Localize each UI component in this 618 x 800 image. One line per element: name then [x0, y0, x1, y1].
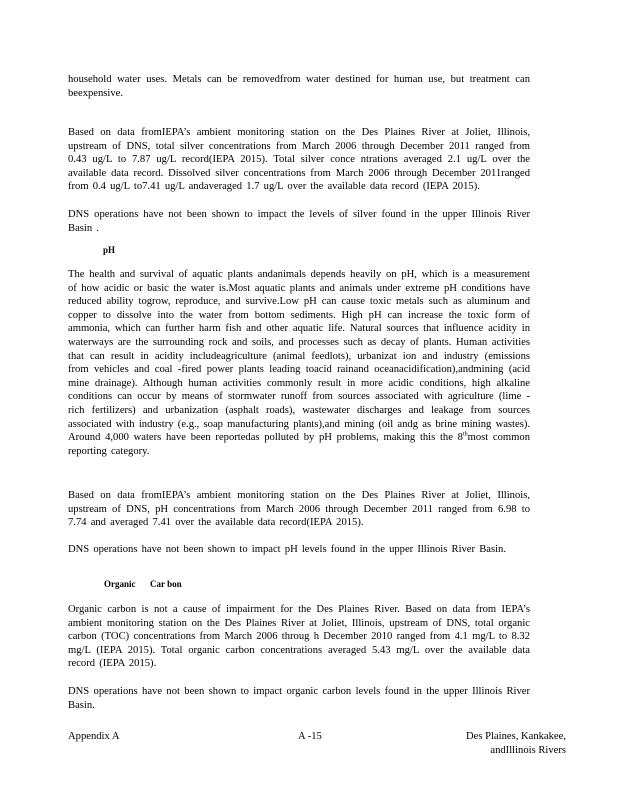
organic-carbon-heading-part2: Car bon: [150, 579, 182, 589]
footer-left: Appendix A: [68, 731, 120, 742]
ph-intro-text: The health and survival of aquatic plants andanimals depends heavily on pH, which is a measurement of how acidic or basic the water is.Most aquatic plants and animals under extreme pH conditions have reduced ability togrow, reproduce, and survive.Low pH can cause toxic metals such as aluminum and copper to dissolve into the water from bottom sediments. High pH can increase the toxic form of ammonia, which can further harm fish and other aquatic life. Natural sources that influence acidity in waterways are the surrounding rock and soils, and processes such as decay of plants. Human activities that can result in acidity includeagriculture (animal feedlots), urbanizat ion and industry (emissions from vehicles and coal -fired power plants leading toacid rainand oceanacidification),andmining (acid mine drainage). Although human activities commonly result in more acidic conditions, high alkaline conditions can occur by means of stormwater runoff from sources associated with agriculture (lime -rich fertilizers) and urbanization (asphalt roads), wastewater discharges and leakage from sources associated with industry (e.g., soap manufacturing plants),and mining (oil andg as brine mining wastes). Around 4,000 waters have been reportedas polluted by pH problems, making this the 8: [68, 269, 530, 444]
silver-data-paragraph: Based on data fromIEPA’s ambient monitoring station on the Des Plaines River at Joliet, Illinois, upstream of DNS, total silver concentrations from March 2006 through December 2011 ranged from 0.43 ug/L to 7.87 ug/L record(IEPA 2015). Total silver conce ntrations averaged 2.1 ug/L over the available data record. Dissolved silver concentrations from March 2006 through December 2011ranged from 0.4 ug/L to7.41 ug/L andaveraged 1.7 ug/L over the available data record (IEPA 2015).: [68, 127, 530, 193]
footer-page-number: A -15: [298, 731, 322, 742]
ph-data-paragraph: Based on data fromIEPA’s ambient monitoring station on the Des Plaines River at Joliet, Illinois, upstream of DNS, pH concentrations from March 2006 through December 2011 ranged from 6.98 to 7.74 and averaged 7.41 over the available data record(IEPA 2015).: [68, 490, 530, 529]
organic-carbon-dns-paragraph: DNS operations have not been shown to impact organic carbon levels found in the upper Illinois River Basin.: [68, 686, 530, 711]
silver-dns-paragraph: DNS operations have not been shown to impact the levels of silver found in the upper Illinois River Basin .: [68, 209, 530, 234]
footer-right-line1: Des Plaines, Kankakee,: [465, 731, 566, 742]
footer-right: [466, 730, 566, 757]
ph-dns-paragraph: DNS operations have not been shown to impact pH levels found in the upper Illinois River Basin.: [68, 544, 506, 555]
ph-intro-paragraph: [68, 268, 530, 458]
footer-right-line2: andIllinois Rivers: [490, 744, 566, 756]
intro-paragraph: household water uses. Metals can be removedfrom water destined for human use, but treatment can beexpensive.: [68, 74, 530, 99]
organic-carbon-heading-part1: Organic: [104, 579, 136, 589]
organic-carbon-data-paragraph: Organic carbon is not a cause of impairment for the Des Plaines River. Based on data from IEPA’s ambient monitoring station on the Des Plaines River at Joliet, Illinois, upstream of DNS, total organic carbon (TOC) concentrations from March 2006 throug h December 2010 ranged from 4.1 mg/L to 8.32 mg/L (IEPA 2015). Total organic carbon concentrations averaged 5.43 mg/L over the available data record (IEPA 2015).: [68, 604, 530, 670]
ph-intro-text-end: most common reporting category.: [68, 432, 530, 457]
ph-heading: pH: [103, 245, 116, 255]
ph-intro-superscript: th: [462, 431, 468, 438]
